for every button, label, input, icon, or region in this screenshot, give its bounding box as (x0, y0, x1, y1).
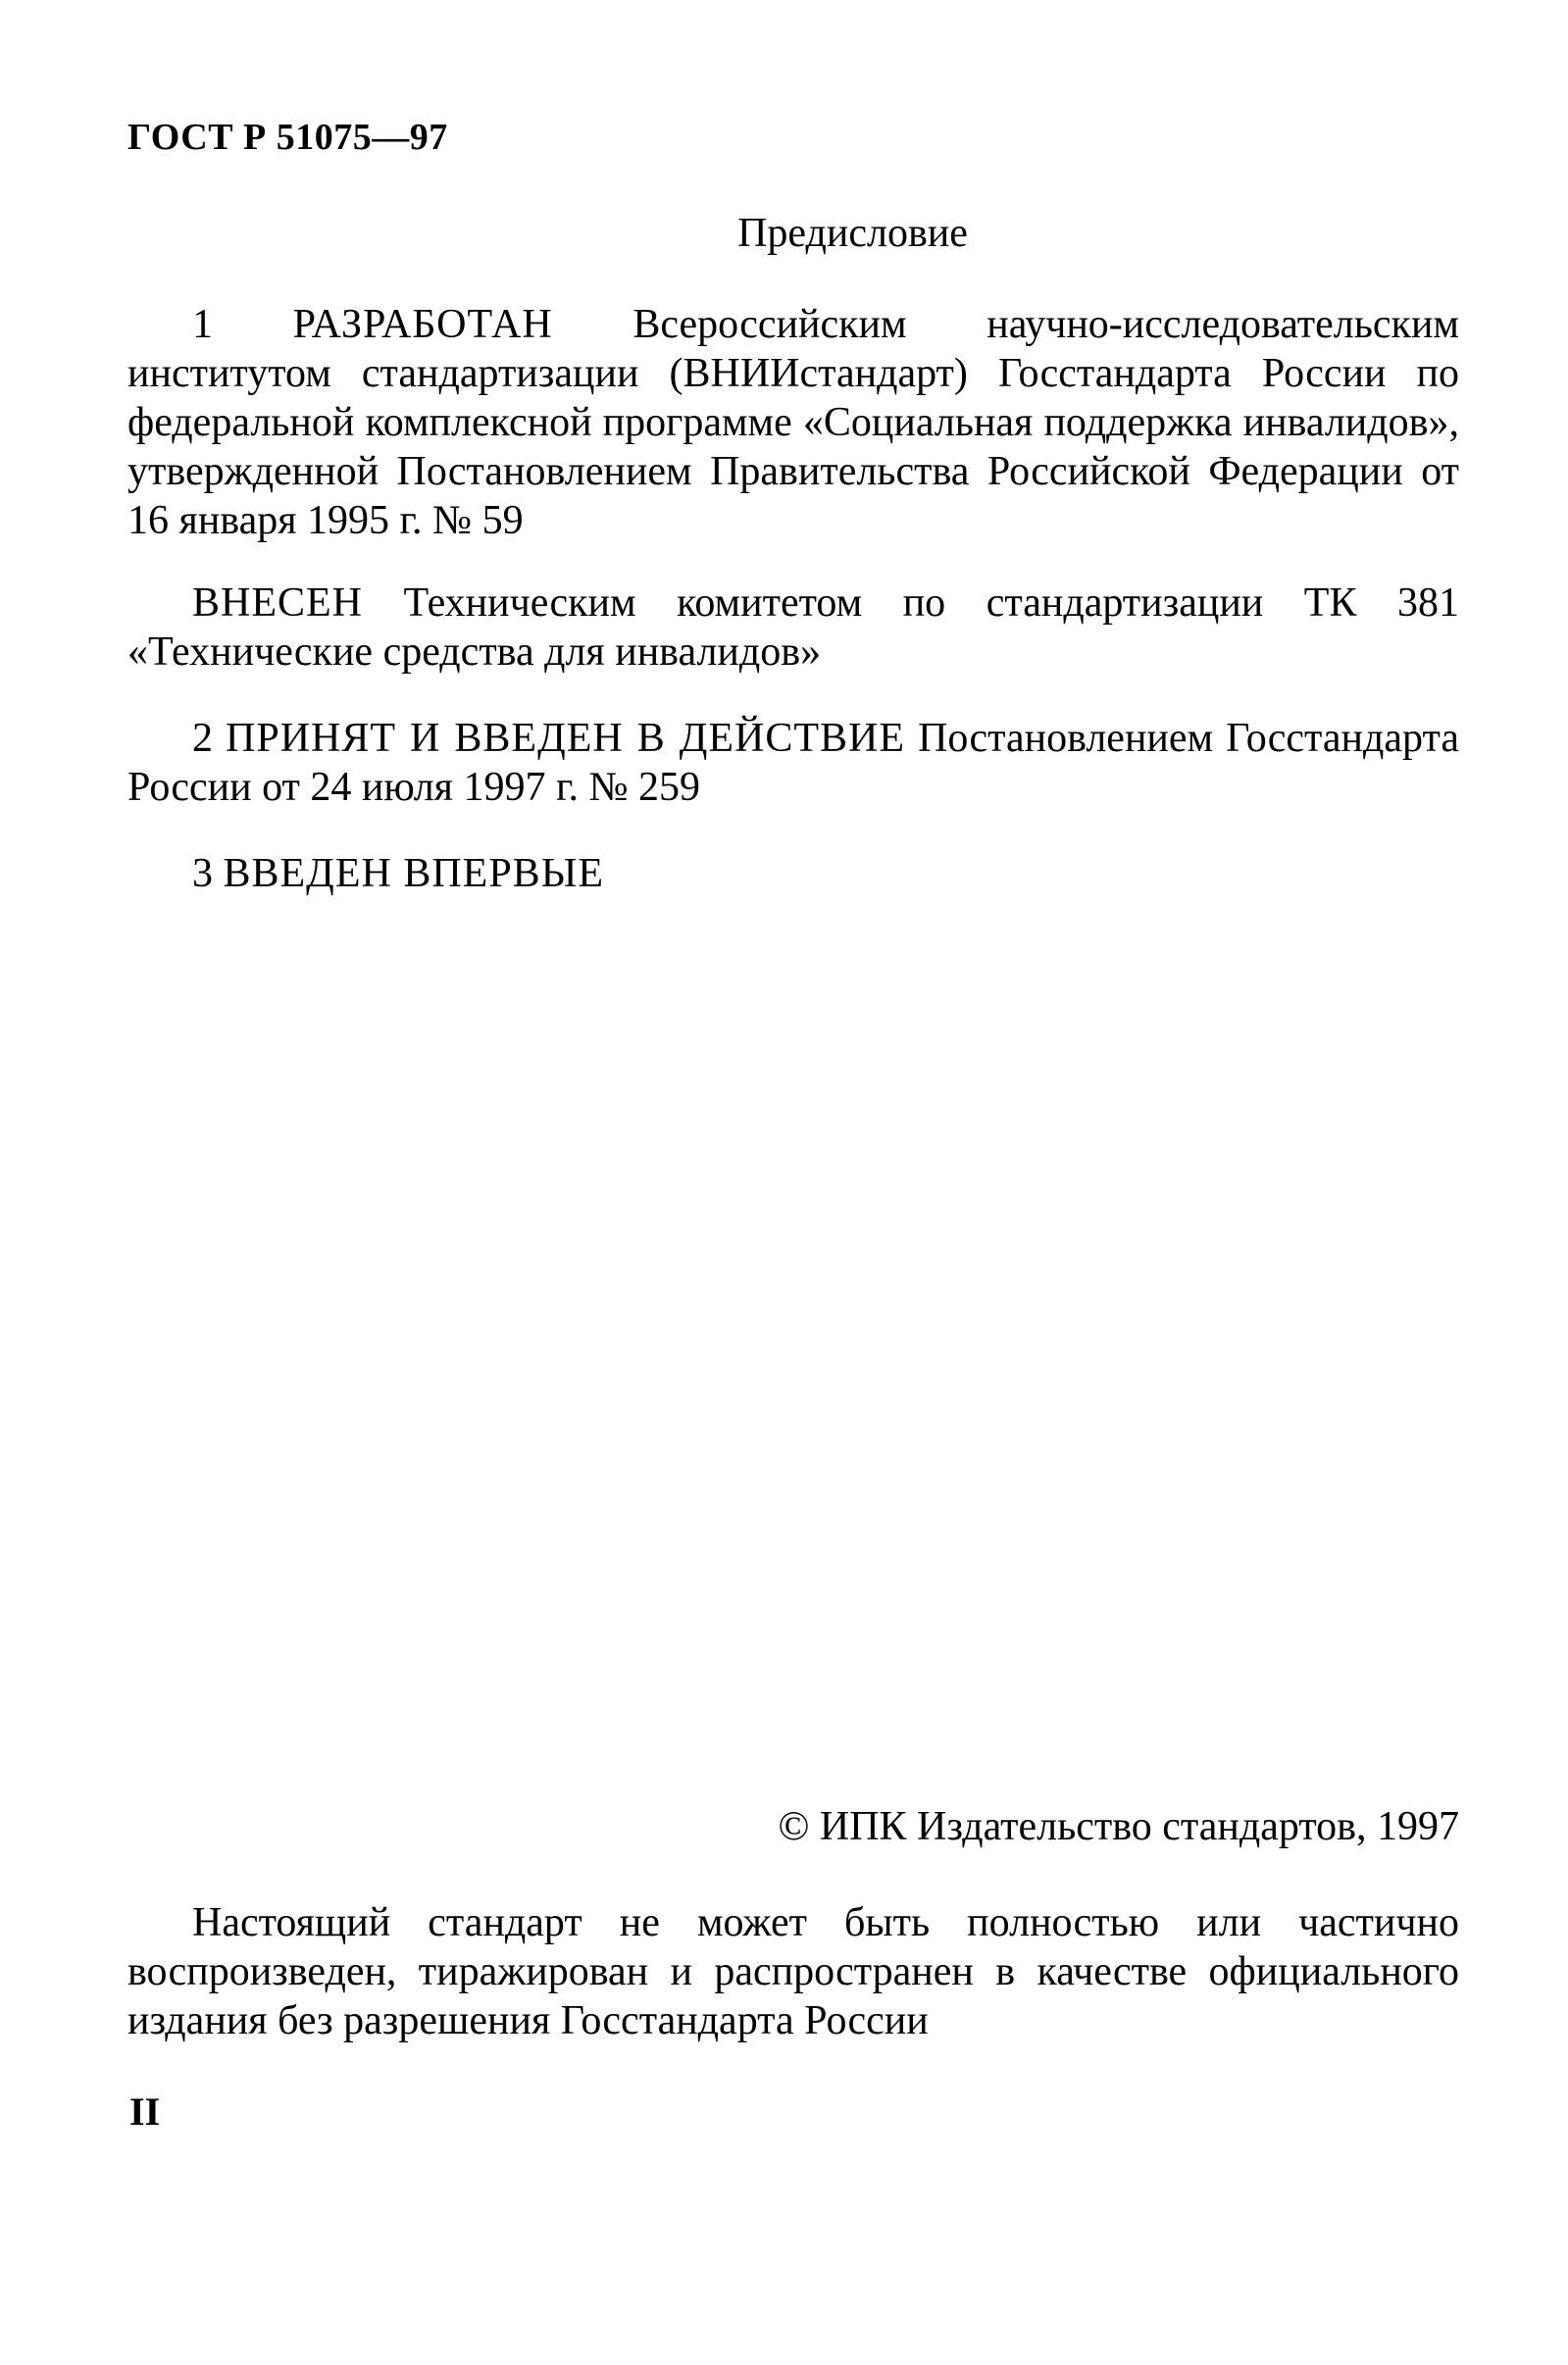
paragraph-2-lead: ПРИНЯТ И ВВЕДЕН В ДЕЙСТВИЕ (226, 716, 906, 761)
paragraph-2-text: Постановлением Госстандарта России от 24 июля 1997 г. № 259 (127, 716, 1459, 810)
paragraph-1-body (127, 300, 1459, 545)
paragraph-introduced (127, 579, 1459, 677)
paragraph-2 (127, 714, 1459, 812)
paragraph-3-number: 3 (192, 851, 213, 896)
paragraph-1-lead: РАЗРАБОТАН (292, 302, 553, 347)
paragraph-1 (127, 300, 1459, 545)
paragraph-1-text: Всероссийским научно-исследовательским институтом стандартизации (ВНИИстандарт) Госстандарта России по федеральной комплексной программе «Социальная поддержка инвалидов», утвержденной Постановлением Правительства Российской Федерации от 16 января 1995 г. № 59 (127, 302, 1460, 543)
page-number: II (129, 2089, 161, 2134)
paragraph-2-number: 2 (192, 716, 213, 761)
paragraph-introduced-lead: ВНЕСЕН (192, 580, 363, 626)
section-title: Предисловие (737, 211, 968, 256)
copyright-line: © ИПК Издательство стандартов, 1997 (778, 1804, 1459, 1849)
paragraph-2-body (127, 714, 1459, 812)
reproduction-notice (127, 1898, 1459, 2045)
paragraph-3-lead: ВВЕДЕН ВПЕРВЫЕ (223, 851, 604, 896)
paragraph-3 (127, 849, 1459, 898)
reproduction-notice-text: Настоящий стандарт не может быть полностью или частично воспроизведен, тиражирован и распространен в качестве официального издания без разрешения Госстандарта России (127, 1900, 1459, 2043)
paragraph-1-number: 1 (192, 302, 213, 347)
paragraph-introduced-text: Техническим комитетом по стандартизации ТК 381 «Технические средства для инвалидов» (127, 580, 1459, 675)
paragraph-3-body (127, 849, 1459, 898)
paragraph-introduced-body (127, 579, 1459, 677)
document-header: ГОСТ Р 51075—97 (127, 117, 448, 158)
